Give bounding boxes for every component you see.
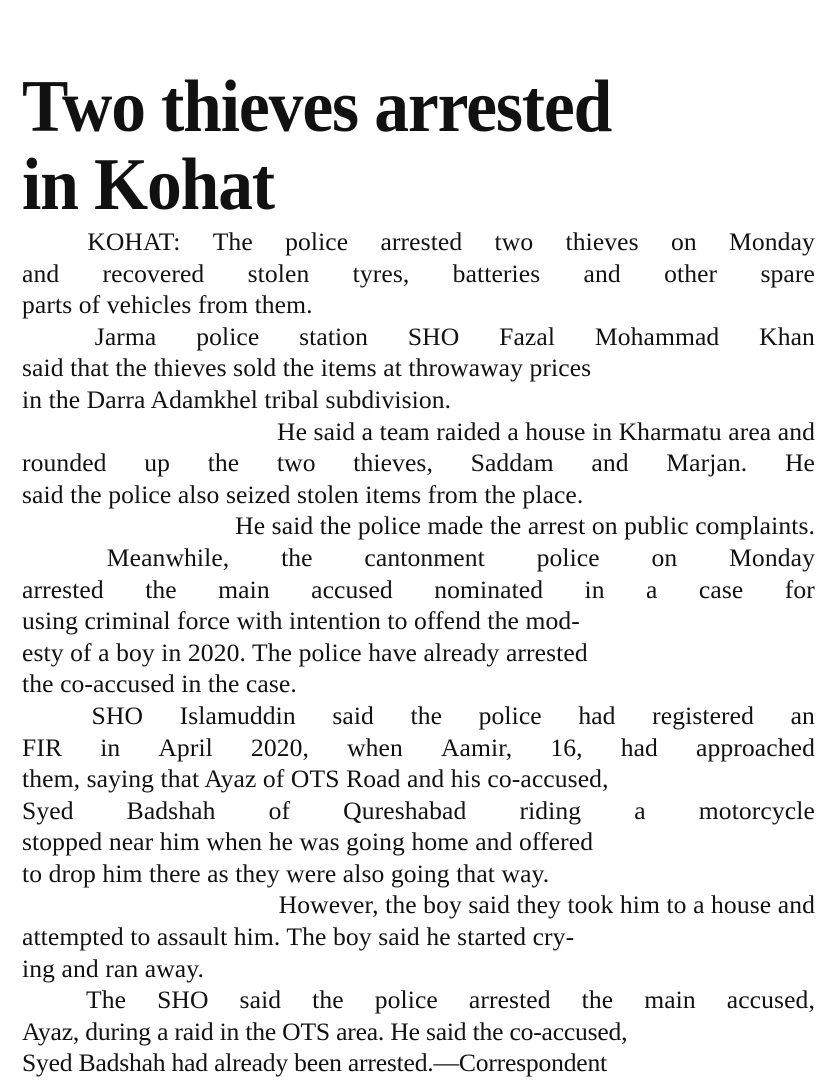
word: KOHAT:: [87, 227, 181, 256]
headline-line-1: Two thieves arrested: [22, 65, 612, 148]
word: He said a team raided a house in Kharmatu area and: [277, 416, 815, 446]
text-line: [22, 416, 815, 448]
word: in the Darra Adamkhel tribal subdivision.: [22, 384, 452, 414]
text-line: [22, 732, 815, 764]
article-paragraph: [22, 889, 815, 984]
word: spare: [760, 258, 815, 288]
word: Monday: [729, 227, 815, 256]
word: SHO: [91, 700, 144, 730]
headline-line-2: in Kohat: [22, 143, 274, 226]
word: the co-accused in the case.: [22, 669, 297, 699]
word: batteries: [452, 258, 541, 288]
word: the: [410, 700, 443, 730]
word: Qureshabad: [343, 795, 467, 825]
word: Aamir,: [440, 732, 513, 762]
page-title: [22, 65, 774, 226]
word: other: [664, 258, 718, 288]
text-line: [22, 321, 815, 353]
text-line: [22, 542, 815, 574]
word: SHO: [157, 985, 209, 1015]
text-line: [22, 668, 815, 700]
word: the: [145, 574, 177, 604]
word: approached: [696, 732, 815, 762]
word: arrested: [468, 985, 551, 1015]
word: to drop him there as they were also going that way.: [22, 858, 550, 888]
word: The: [85, 985, 127, 1015]
text-line: [22, 258, 815, 290]
word: in: [584, 574, 605, 604]
word: April: [158, 732, 213, 762]
word: police: [196, 321, 260, 351]
article-paragraph: [22, 416, 815, 511]
word: on: [670, 227, 697, 256]
word: ing and ran away.: [22, 953, 204, 983]
text-line: [22, 605, 815, 637]
word: parts of vehicles from them.: [22, 290, 313, 320]
word: cantonment: [364, 542, 485, 572]
word: and: [22, 258, 60, 288]
text-line: [22, 953, 815, 985]
word: Syed: [22, 795, 74, 825]
word: riding: [519, 795, 582, 825]
word: in: [100, 732, 121, 762]
word: main: [218, 574, 270, 604]
word: on: [651, 542, 678, 572]
text-line: [22, 795, 815, 827]
word: Islamuddin: [179, 700, 296, 730]
text-line: [22, 384, 815, 416]
text-line: [22, 889, 815, 921]
word: 16,: [550, 732, 583, 762]
word: The: [212, 227, 253, 256]
word: police: [374, 985, 438, 1015]
word: arrested: [380, 227, 463, 256]
text-line: [22, 984, 815, 1016]
word: recovered: [102, 258, 205, 288]
word: attempted to assault him. The boy said he started cry-: [22, 922, 575, 952]
text-line: [22, 479, 815, 511]
word: accused,: [726, 985, 815, 1015]
article-paragraph: [22, 542, 815, 700]
word: station: [299, 321, 369, 351]
word: when: [347, 732, 403, 762]
word: rounded: [22, 448, 107, 478]
text-line: [22, 700, 815, 732]
text-line: [22, 289, 815, 321]
word: esty of a boy in 2020. The police have already arrested: [22, 637, 588, 667]
word: thieves: [565, 227, 639, 256]
word: them, saying that Ayaz of OTS Road and his co-accused,: [22, 764, 609, 794]
word: FIR: [22, 732, 63, 762]
word: Mohammad: [594, 321, 720, 351]
word: police: [478, 700, 542, 730]
word: tyres,: [352, 258, 410, 288]
word: the: [581, 985, 614, 1015]
article-paragraph: [22, 226, 815, 321]
word: Syed Badshah had already been arrested.—Correspondent: [22, 1048, 607, 1078]
text-line: [22, 1016, 815, 1048]
word: nominated: [434, 574, 544, 604]
text-line: [22, 510, 815, 542]
word: Marjan.: [666, 448, 748, 478]
text-line: [22, 447, 815, 479]
word: However, the boy said they took him to a house and: [278, 890, 815, 920]
article-paragraph: [22, 321, 815, 416]
article-body: [22, 226, 815, 1079]
word: accused: [311, 574, 393, 604]
text-line: [22, 826, 815, 858]
word: the: [207, 448, 240, 478]
word: Saddam: [470, 448, 554, 478]
word: Jarma: [94, 321, 157, 351]
word: Meanwhile,: [106, 542, 230, 572]
word: Khan: [759, 321, 815, 351]
text-line: [22, 226, 815, 258]
word: stolen: [247, 258, 310, 288]
word: said the police also seized stolen items from the place.: [22, 479, 584, 509]
word: and: [583, 258, 621, 288]
word: Monday: [729, 542, 815, 572]
attribution-line: [22, 1047, 815, 1079]
word: He said the police made the arrest on public complaints.: [235, 511, 815, 541]
word: registered: [652, 700, 755, 730]
word: said: [332, 700, 374, 730]
word: up: [144, 448, 171, 478]
word: had: [578, 700, 616, 730]
word: arrested: [22, 574, 104, 604]
word: two: [494, 227, 534, 256]
text-line: [22, 574, 815, 606]
word: main: [644, 985, 696, 1015]
word: the: [281, 542, 313, 572]
word: police: [285, 227, 349, 256]
word: police: [536, 542, 600, 572]
article-paragraph: [22, 510, 815, 542]
word: had: [620, 732, 658, 762]
word: said: [239, 985, 282, 1015]
word: a: [634, 795, 646, 825]
word: of: [268, 795, 291, 825]
word: and: [591, 448, 629, 478]
word: stopped near him when he was going home and offered: [22, 827, 594, 857]
word: Ayaz, during a raid in the OTS area. He said the co-accused,: [22, 1016, 628, 1046]
word: said that the thieves sold the items at throwaway prices: [22, 353, 592, 383]
word: two: [276, 448, 316, 478]
text-line: [22, 763, 815, 795]
word: a: [646, 574, 658, 604]
article-paragraph: [22, 700, 815, 890]
word: motorcycle: [698, 795, 815, 825]
word: case: [698, 574, 744, 604]
text-line: [22, 637, 815, 669]
word: Badshah: [126, 795, 216, 825]
word: an: [790, 700, 815, 730]
word: for: [784, 574, 815, 604]
text-line: [22, 858, 815, 890]
word: Fazal: [499, 321, 556, 351]
text-line: [22, 921, 815, 953]
word: He: [784, 448, 815, 478]
word: the: [312, 985, 344, 1015]
word: using criminal force with intention to offend the mod-: [22, 606, 580, 636]
text-line: [22, 352, 815, 384]
word: 2020,: [250, 732, 310, 762]
word: thieves,: [353, 448, 433, 478]
article-paragraph: [22, 984, 815, 1079]
word: SHO: [407, 321, 460, 351]
